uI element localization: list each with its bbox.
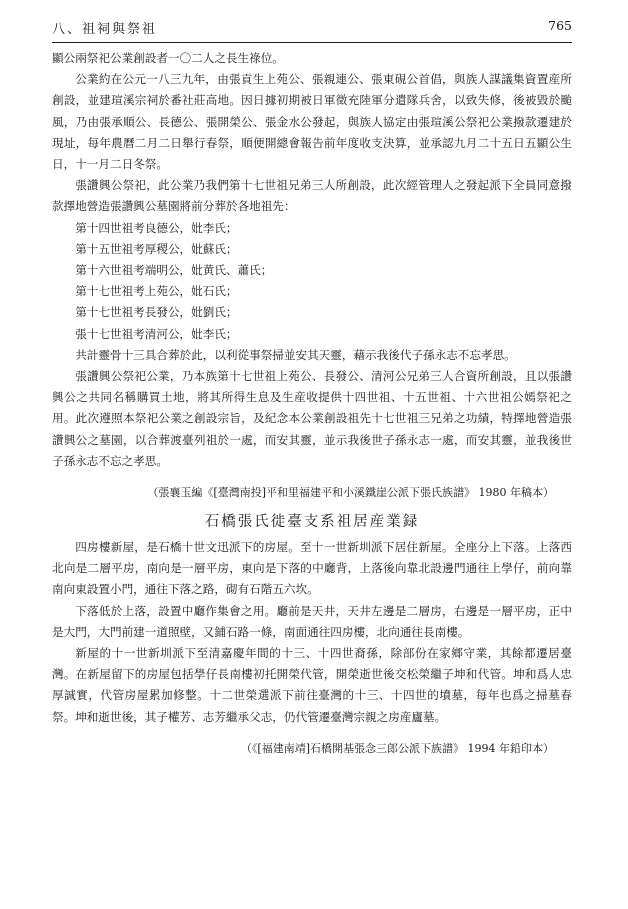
- source-citation: （《[福建南靖]石橋開基張念三郎公派下族譜》 1994 年鉛印本）: [240, 741, 554, 755]
- ancestor-list-item: 第十四世祖考良德公，妣李氏；: [75, 220, 238, 235]
- running-header-title: 八、祖祠與祭祖: [52, 22, 158, 37]
- paragraph: 新屋的十一世新圳派下至清嘉慶年間的十三、十四世裔孫，除部份在家鄉守業，其餘都遷居臺灣。在新屋留下的房屋包括學仔長南樓初托開榮代管，開榮逝世後交松榮繼子坤和代管。坤和爲人忠厚誠實，代管房屋累加修整。十二世榮選派下前往臺灣的十三、十四世的墳墓，每年也爲之掃墓春祭。坤和逝世後，其子權芳、志芳繼承父志，仍代管遷臺灣宗親之房産廬墓。: [52, 646, 572, 724]
- page-body: [52, 48, 572, 760]
- paragraph: 下落低於上落，設置中廳作集會之用。廳前是天井，天井左邊是二層房，右邊是一層平房，正中是大門，大門前建一道照壁，又鋪石路一條，南面通往四房樓，北向通往長南樓。: [52, 603, 572, 639]
- source-citation: （張襄玉編《[臺灣南投]平和里福建平和小溪鐵崖公派下張氏族譜》 1980 年稿本）: [147, 486, 554, 500]
- ancestor-list-item: 第十七世祖考上苑公，妣石氏；: [75, 284, 238, 299]
- paragraph: 張讚興公祭祀，此公業乃我們第十七世祖兄弟三人所創設，此次經管理人之發起派下全員同意撥款擇地營造張讚興公墓園將前分葬於各地祖先：: [52, 178, 572, 214]
- paragraph: 公業約在公元一八三九年，由張貢生上苑公、張親連公、張東硯公首倡，與族人謀議集資置産所創設，並建瑄溪宗祠於番社莊高地。因日據初期被日軍徵充陸軍分遣隊兵舍，以致失修，後被毀於颱風，乃由張承順公、長德公、張開榮公、張金水公發起，與族人協定由張瑄溪公祭祀公業撥款遷建於現址，每年農曆二月二日舉行春祭，順便開總會報告前年度收支決算，並承認九月二十五日五顯公生日，十一月二日冬祭。: [52, 72, 572, 172]
- section-title: 石橋張氏徙臺支系祖居産業録: [204, 514, 420, 531]
- page-header: [52, 16, 572, 43]
- paragraph: 四房樓新屋，是石橋十世文迅派下的房屋。至十一世新圳派下居住新屋。全座分上下落。上落西北向是二層平房，南向是一層平房，東向是下落的中廳背，上落後向靠北設邊門通往上學仔，前向靠南向東設置小門，通往下落之路，砌有石階五六坎。: [52, 540, 572, 597]
- paragraph: 張讚興公祭祀公業，乃本族第十七世祖上苑公、長發公、清河公兄弟三人合資所創設，且以張讚興公之共同名稱購買土地，將其所得生息及生産收提供十四世祖、十五世祖、十六世祖公嫣祭祀之用。此次遵照本祭祀公業之創設宗旨，及紀念本公業創設祖先十七世祖三兄弟之功績，特擇地營造張讚興公之墓園，以合葬渡臺列祖於一處，而安其靈，並示我後世子孫永志一處，而安其靈，並我後世子孫永志不忘之孝思。: [52, 369, 572, 468]
- ancestor-list-item: 第十七世祖考長發公，妣劉氏；: [75, 305, 238, 320]
- ancestor-list-item: 第十五世祖考厚稷公，妣蘇氏；: [75, 241, 238, 256]
- paragraph: 顯公兩祭祀公業創設者一〇二人之長生祿位。: [52, 51, 284, 65]
- ancestor-list-item: 張十七世祖考清河公，妣李氏；: [75, 326, 238, 341]
- ancestor-list-item: 第十六世祖考端明公，妣黄氏、蕭氏；: [75, 263, 273, 278]
- paragraph: 共計靈骨十三具合葬於此，以利從事祭掃並安其天靈，藉示我後代子孫永志不忘孝思。: [75, 347, 516, 362]
- page-number: 765: [548, 18, 572, 33]
